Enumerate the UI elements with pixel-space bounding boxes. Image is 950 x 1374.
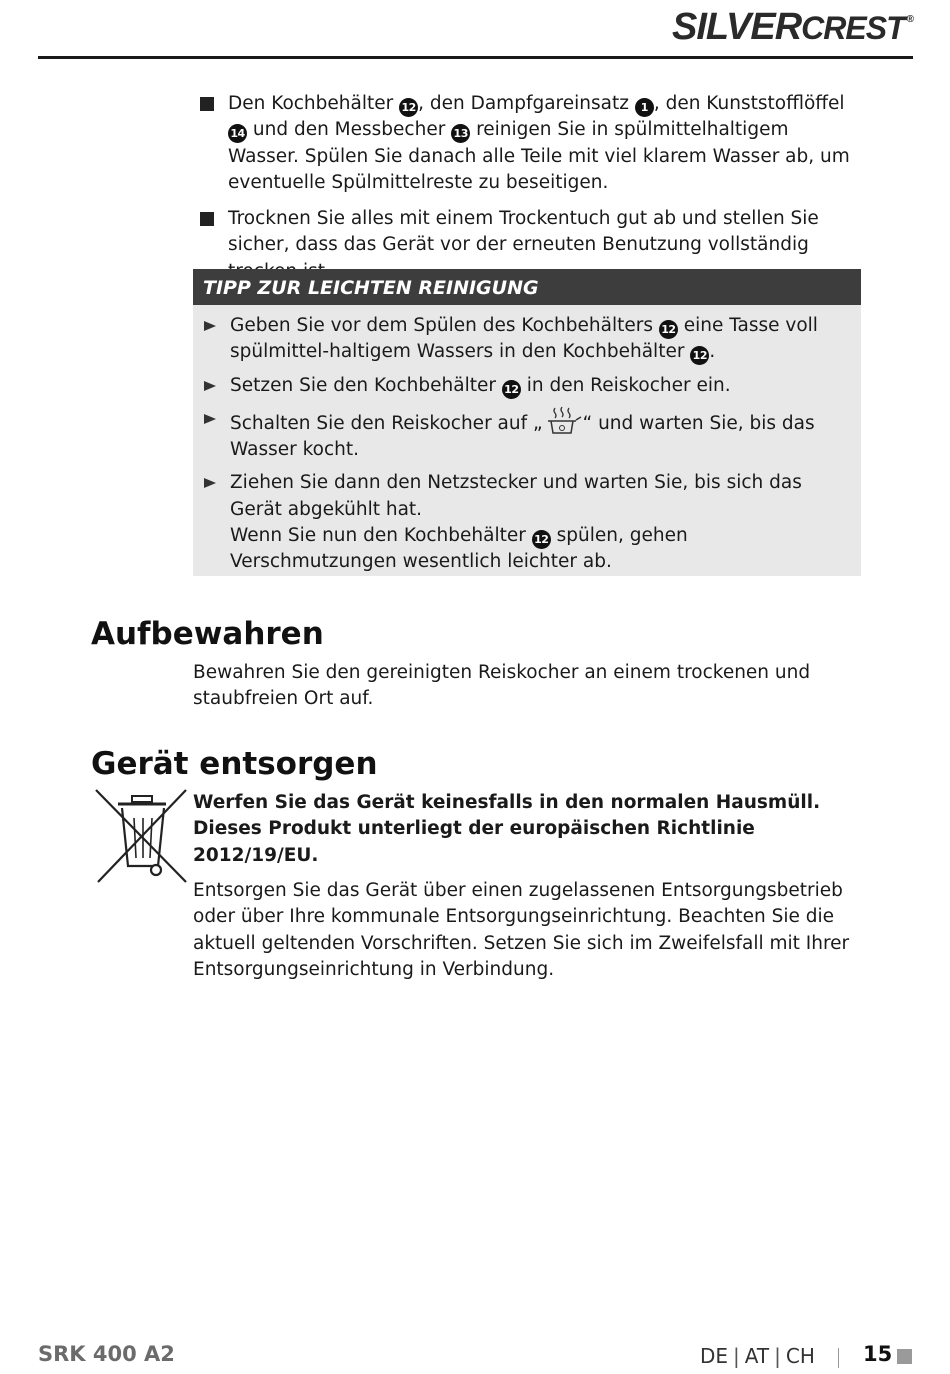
part-number-badge: 14 bbox=[228, 124, 247, 143]
page-number: 15 bbox=[863, 1342, 893, 1366]
page-marker-square bbox=[897, 1349, 912, 1364]
country-ch: CH bbox=[785, 1344, 815, 1368]
section-heading-disposal: Gerät entsorgen bbox=[91, 746, 378, 782]
tip-title: TIPP ZUR LEICHTEN REINIGUNG bbox=[193, 269, 861, 305]
country-separator: | bbox=[774, 1344, 781, 1368]
section-heading-storage: Aufbewahren bbox=[91, 616, 324, 652]
part-number-badge: 12 bbox=[532, 530, 551, 549]
tip-list bbox=[193, 305, 861, 576]
part-number-badge: 13 bbox=[451, 124, 470, 143]
cleaning-steps-list bbox=[200, 91, 865, 295]
country-de: DE bbox=[700, 1344, 729, 1368]
crossed-out-wheelie-bin-icon bbox=[94, 788, 190, 886]
brand-logo-part1: SILVER bbox=[672, 6, 802, 48]
list-item: Setzen Sie den Kochbehälter 12 in den Reiskocher ein. bbox=[193, 373, 861, 399]
list-item: Den Kochbehälter 12 , den Dampfgareinsatz 1 , den Kunststofflöffel 14 und den Messbecher 13 reinigen Sie in spülmittelhaltigem Wasser. Spülen Sie danach alle Teile mit viel klarem Wasser ab, um eventuelle Spülmittelreste zu beseitigen. bbox=[200, 91, 865, 196]
disposal-warning: Werfen Sie das Gerät keinesfalls in den normalen Hausmüll. Dieses Produkt unterliegt der europäischen Richtlinie 2012/19/EU. bbox=[193, 792, 821, 866]
brand-logo-part2: CREST bbox=[801, 10, 905, 46]
part-number-badge: 12 bbox=[399, 98, 418, 117]
triangle-arrow-icon bbox=[204, 414, 216, 424]
part-number-badge: 12 bbox=[502, 380, 521, 399]
header-rule bbox=[38, 56, 913, 59]
list-item: Geben Sie vor dem Spülen des Kochbehälters 12 eine Tasse voll spülmittel-haltigem Wassers in den Kochbehälter 12 . bbox=[193, 313, 861, 366]
footer-countries bbox=[700, 1344, 815, 1368]
list-item: Ziehen Sie dann den Netzstecker und warten Sie, bis sich das Gerät abgekühlt hat. Wenn Sie nun den Kochbehälter 12 spülen, gehen Verschmutzungen wesentlich leichter ab. bbox=[193, 470, 861, 575]
country-separator: | bbox=[733, 1344, 740, 1368]
part-number-badge: 12 bbox=[690, 346, 709, 365]
triangle-arrow-icon bbox=[204, 381, 216, 391]
storage-text: Bewahren Sie den gereinigten Reiskocher an einem trockenen und staubfreien Ort auf. bbox=[193, 662, 811, 710]
triangle-arrow-icon bbox=[204, 321, 216, 331]
brand-logo bbox=[672, 6, 913, 49]
footer-model: SRK 400 A2 bbox=[38, 1342, 175, 1366]
disposal-text: Entsorgen Sie das Gerät über einen zugelassenen Entsorgungsbetrieb oder über Ihre kommunale Entsorgungseinrichtung. Beachten Sie die aktuell geltenden Vorschriften. Setzen Sie sich im Zweifelsfall mit Ihrer Entsorgungseinrichtung in Verbindung. bbox=[193, 880, 850, 980]
registered-mark: ® bbox=[906, 14, 913, 25]
triangle-arrow-icon bbox=[204, 478, 216, 488]
list-item: Schalten Sie den Reiskocher auf „ “ und warten Sie, bis das Wasser kocht. bbox=[193, 406, 861, 464]
list-item: Trocknen Sie alles mit einem Trockentuch gut ab und stellen Sie sicher, dass das Gerät vor der erneuten Benutzung vollständig bbox=[200, 206, 865, 285]
tip-box bbox=[193, 269, 861, 576]
footer-divider bbox=[838, 1348, 839, 1368]
square-bullet-icon bbox=[200, 212, 214, 226]
country-at: AT bbox=[744, 1344, 770, 1368]
part-number-badge: 1 bbox=[635, 98, 654, 117]
rice-cooker-steam-icon bbox=[543, 406, 583, 436]
part-number-badge: 12 bbox=[659, 320, 678, 339]
square-bullet-icon bbox=[200, 97, 214, 111]
